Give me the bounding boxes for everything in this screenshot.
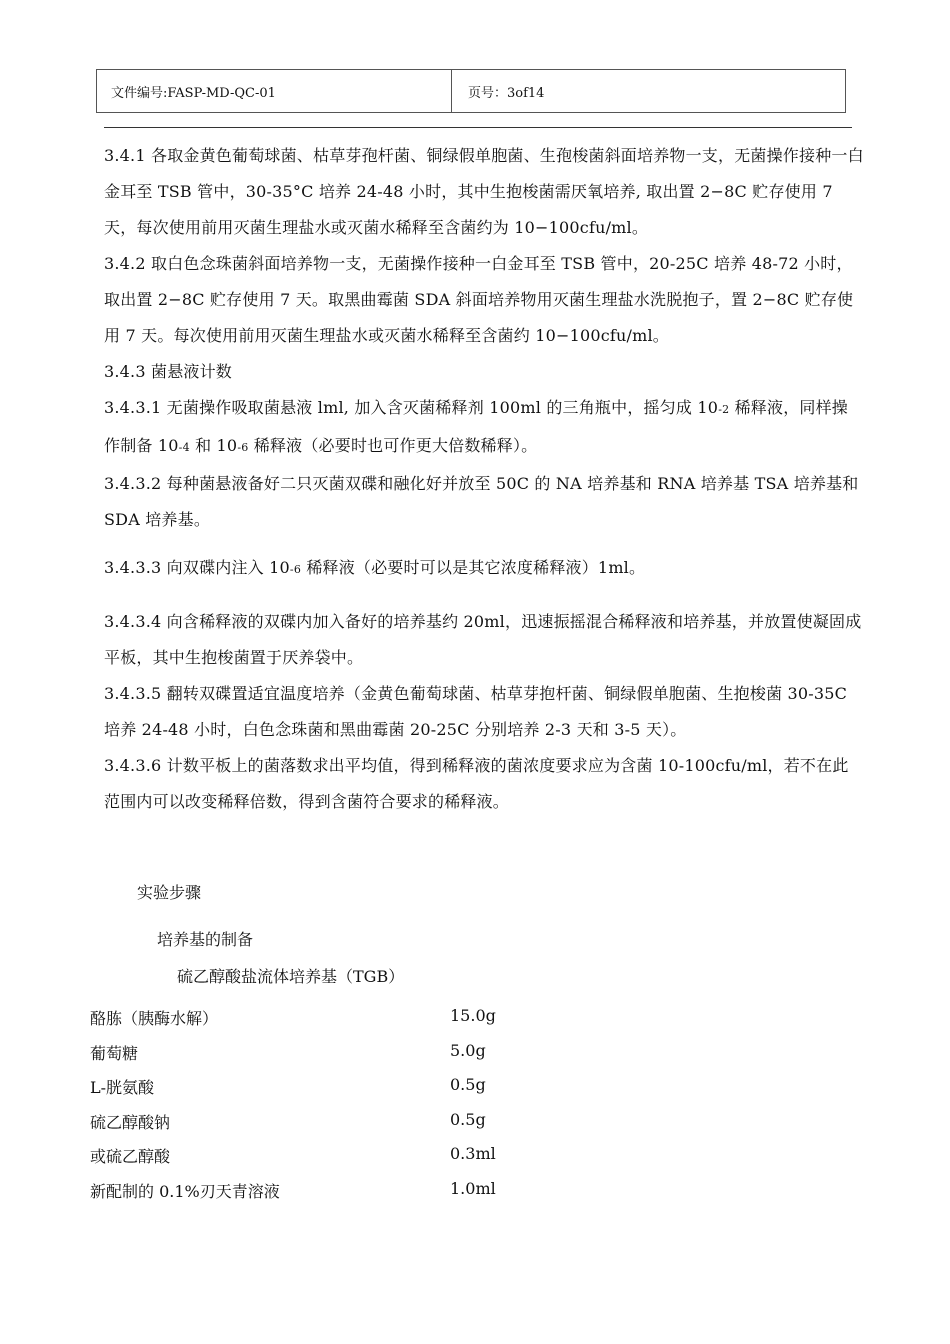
text-segment: 稀释液，同样操作制备 10 <box>104 398 848 455</box>
ingredient-amount: 0.3ml <box>450 1144 496 1163</box>
document-header <box>96 69 846 113</box>
ingredient-name: 葡萄糖 <box>90 1043 139 1063</box>
page-number: 页号：3of14 <box>468 85 545 101</box>
paragraph-3-4-3-4: 3.4.3.4 向含稀释液的双碟内加入备好的培养基约 20ml，迅速振摇混合稀释液和培养基，并放置使凝固成平板，其中生抱梭菌置于厌养袋中。 <box>104 612 862 667</box>
ingredient-row <box>90 1144 590 1179</box>
ingredient-name: 硫乙醇酸钠 <box>90 1112 171 1132</box>
ingredient-amount: 5.0g <box>450 1040 486 1060</box>
ingredient-name: 新配制的 0.1%刃天青溶液 <box>90 1181 280 1201</box>
ingredient-amount: 0.5g <box>450 1075 486 1094</box>
exponent: -6 <box>237 441 249 454</box>
header-divider <box>104 127 852 128</box>
ingredient-amount: 15.0g <box>450 1006 496 1025</box>
text-segment: 和 10 <box>189 436 238 455</box>
paragraph-3-4-3-1 <box>104 390 864 466</box>
ingredient-name: L-胱氨酸 <box>90 1078 155 1097</box>
exponent: -6 <box>289 563 302 576</box>
document-body <box>104 138 864 820</box>
exponent: -4 <box>178 441 190 454</box>
ingredient-amount: 1.0ml <box>450 1178 496 1198</box>
paragraph-3-4-3-3 <box>104 550 864 588</box>
paragraph-3-4-3: 3.4.3 菌悬液计数 <box>104 362 232 381</box>
ingredient-name: 或硫乙醇酸 <box>90 1147 171 1166</box>
ingredient-name: 酪胨（胰酶水解） <box>90 1009 219 1028</box>
paragraph-3-4-3-2: 3.4.3.2 每种菌悬液备好二只灭菌双碟和融化好并放至 50C 的 NA 培养基和 RNA 培养基 TSA 培养基和 SDA 培养基。 <box>104 474 859 529</box>
paragraph-3-4-3-6: 3.4.3.6 计数平板上的菌落数求出平均值，得到稀释液的菌浓度要求应为含菌 10-100cfu/ml，若不在此范围内可以改变稀释倍数，得到含菌符合要求的稀释液。 <box>104 756 849 811</box>
ingredient-list <box>90 1006 590 1213</box>
heading-medium-preparation: 培养基的制备 <box>157 930 254 949</box>
heading-tgb-medium: 硫乙醇酸盐流体培养基（TGB） <box>177 967 405 986</box>
ingredient-row <box>90 1075 590 1110</box>
text-segment: 3.4.3.1 无菌操作吸取菌悬液 lml, 加入含灭菌稀释剂 100ml 的三角瓶中，摇匀成 10 <box>104 398 719 417</box>
document-number: 文件编号:FASP-MD-QC-01 <box>97 70 452 112</box>
ingredient-row <box>90 1006 590 1041</box>
exponent: -2 <box>718 403 730 416</box>
paragraph-3-4-1: 3.4.1 各取金黄色葡萄球菌、枯草芽孢杆菌、铜绿假单胞菌、生孢梭菌斜面培养物一支，无菌操作接种一白金耳至 TSB 管中，30-35°C 培养 24-48 小时，其中生抱梭菌需厌氧培养, 取出置 2−8C 贮存使用 7 天，每次使用前用灭菌生理盐水或灭菌水稀释至含菌约为 10−100cfu/ml。 <box>104 146 864 237</box>
ingredient-row <box>90 1179 590 1214</box>
heading-experiment-steps: 实验步骤 <box>137 883 202 902</box>
ingredient-amount: 0.5g <box>450 1109 486 1129</box>
text-segment: 3.4.3.3 向双碟内注入 10 <box>104 558 290 577</box>
paragraph-3-4-3-5: 3.4.3.5 翻转双碟置适宜温度培养（金黄色葡萄球菌、枯草芽抱杆菌、铜绿假单胞菌、生抱梭菌 30-35C 培养 24-48 小时，白色念珠菌和黑曲霉菌 20-25C 分别培养 2-3 天和 3-5 天）。 <box>104 684 848 739</box>
text-segment: 稀释液（必要时可以是其它浓度稀释液）1ml。 <box>301 558 646 577</box>
paragraph-3-4-2: 3.4.2 取白色念珠菌斜面培养物一支，无菌操作接种一白金耳至 TSB 管中，20-25C 培养 48-72 小时，取出置 2−8C 贮存使用 7 天。取黑曲霉菌 SDA 斜面培养物用灭菌生理盐水洗脱抱子，置 2−8C 贮存使用 7 天。每次使用前用灭菌生理盐水或灭菌水稀释至含菌约 10−100cfu/ml。 <box>104 254 854 345</box>
ingredient-row <box>90 1041 590 1076</box>
text-segment: 稀释液（必要时也可作更大倍数稀释）。 <box>248 436 538 455</box>
ingredient-row <box>90 1110 590 1145</box>
